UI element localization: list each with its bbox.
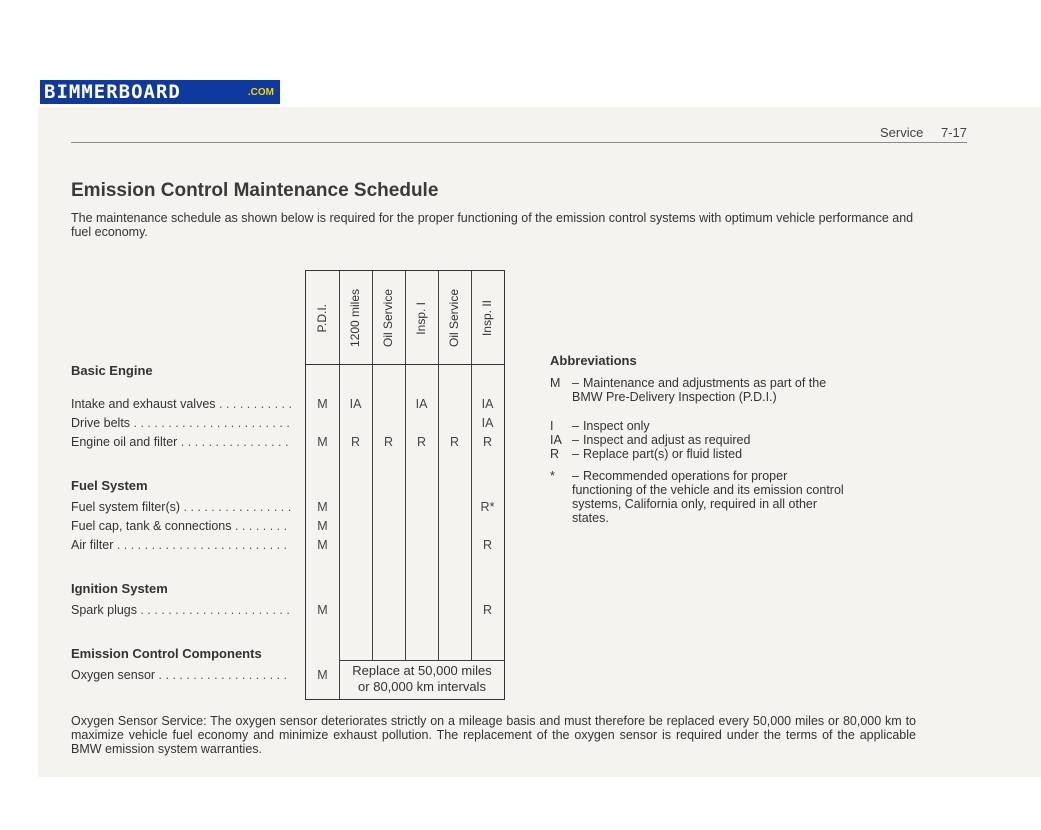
page-number: 7-17	[940, 125, 967, 140]
table-cell: R	[416, 435, 427, 449]
table-cell: M	[317, 397, 328, 411]
header-rule	[71, 142, 967, 143]
section-ignition-system: Ignition System	[71, 581, 168, 596]
bimmerboard-logo[interactable]	[40, 80, 280, 104]
table-cell: R	[482, 435, 493, 449]
logo-text: BIMMERBOARD	[44, 81, 181, 103]
table-cell: M	[317, 435, 328, 449]
row-label: Engine oil and filter . . .	[71, 435, 291, 449]
table-cell: M	[317, 538, 328, 552]
table-cell: R*	[480, 500, 495, 514]
section-basic-engine: Basic Engine	[71, 363, 153, 378]
column-header: 1200 miles	[348, 288, 362, 348]
table-cell: R	[383, 435, 394, 449]
table-cell: R	[482, 603, 493, 617]
table-cell: IA	[349, 397, 362, 411]
column-header: P.D.I.	[315, 303, 329, 333]
abbreviation-entry: R – Replace part(s) or fluid listed	[550, 447, 743, 461]
maintenance-table	[305, 270, 505, 700]
section-name: Service	[879, 125, 924, 140]
page-title: Emission Control Maintenance Schedule	[71, 180, 439, 201]
table-cell: R	[350, 435, 361, 449]
column-header: Oil Service	[447, 288, 461, 347]
logo-suffix: .COM	[247, 86, 274, 98]
row-label: Spark plugs . . .	[71, 603, 291, 617]
table-cell: R	[449, 435, 460, 449]
header-divider	[306, 364, 504, 365]
section-fuel-system: Fuel System	[71, 478, 148, 493]
abbreviations-title: Abbreviations	[550, 353, 637, 368]
row-label: Air filter . . .	[71, 538, 291, 552]
table-cell: M	[317, 603, 328, 617]
row-label: Fuel system filter(s) . . .	[71, 500, 291, 514]
table-cell: IA	[481, 397, 494, 411]
replace-note: Replace at 50,000 miles or 80,000 km intervals	[352, 663, 492, 694]
row-label: Fuel cap, tank & connections . . .	[71, 519, 291, 533]
manual-page	[38, 107, 1041, 777]
row-label: Drive belts . . .	[71, 416, 291, 430]
abbreviation-entry: * – Recommended operations for proper functioning of the vehicle and its emission control systems, California only, required in all other states.	[550, 469, 844, 525]
table-cell: IA	[481, 416, 494, 430]
abbreviation-entry: IA – Inspect and adjust as required	[550, 433, 751, 447]
row-label: Intake and exhaust valves . . .	[71, 397, 291, 411]
column-header: Insp. I	[414, 301, 428, 335]
abbreviation-entry: I – Inspect only	[550, 419, 650, 433]
table-cell: R	[482, 538, 493, 552]
intro-paragraph: The maintenance schedule as shown below is required for the proper functioning of the emission control systems with optimum vehicle performance and fuel economy.	[71, 211, 914, 239]
column-header: Insp. II	[480, 299, 494, 337]
section-emission-control: Emission Control Components	[71, 646, 262, 661]
running-head	[866, 125, 967, 140]
abbreviation-entry: M – Maintenance and adjustments as part of the BMW Pre-Delivery Inspection (P.D.I.)	[550, 376, 827, 404]
table-cell: M	[317, 519, 328, 533]
column-header: Oil Service	[381, 288, 395, 347]
table-cell: M	[317, 500, 328, 514]
replace-note-divider	[339, 660, 504, 661]
table-cell: M	[317, 668, 328, 682]
oxygen-sensor-note: Oxygen Sensor Service: The oxygen sensor deteriorates strictly on a mileage basis and must therefore be replaced every 50,000 miles or 80,000 km to maximize vehicle fuel economy and minimize exhaust pollution. The replacement of the oxygen sensor is required under the terms of the applicable BMW emission system warranties.	[71, 714, 916, 756]
row-label: Oxygen sensor . . .	[71, 668, 291, 682]
table-cell: IA	[415, 397, 428, 411]
